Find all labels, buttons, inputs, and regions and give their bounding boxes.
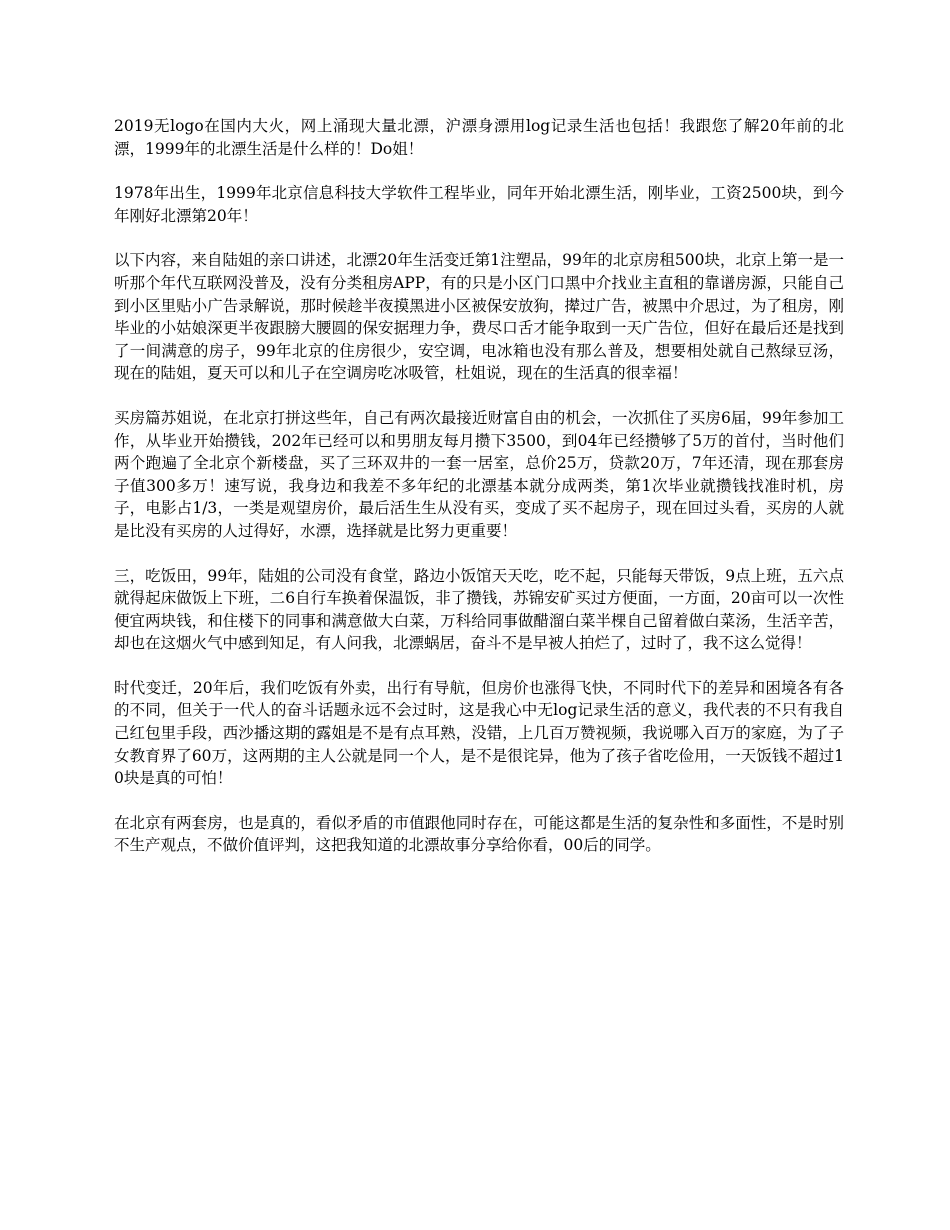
paragraph-buying-house: 买房篇苏姐说，在北京打拼这些年，自己有两次最接近财富自由的机会，一次抓住了买房6届，99年参加工作，从毕业开始攒钱，202年已经可以和男朋友每月攒下3500，到04年已经攒够了5万的首付，当时他们两个跑遍了全北京个新楼盘，买了三环双井的一套一居室，总价25万，贷款20万，7年还清，现在那套房子值300多万！速写说，我身边和我差不多年纪的北漂基本就分成两类，第1次毕业就攒钱找准时机，房子，电影占1/3，一类是观望房价，最后活生生从没有买，变成了买不起房子，现在回过头看，买房的人就是比没有买房的人过得好，水漂，选择就是比努力更重要！ xyxy=(114,408,844,540)
paragraph-intro: 2019无logo在国内大火，网上涌现大量北漂，沪漂身漂用log记录生活也包括！我跟您了解20年前的北漂，1999年的北漂生活是什么样的！Do姐！ xyxy=(114,117,844,158)
paragraph-conclusion: 在北京有两套房，也是真的，看似矛盾的市值跟他同时存在，可能这都是生活的复杂性和多面性，不是时别不生产观点，不做价值评判，这把我知道的北漂故事分享给你看，00后的同学。 xyxy=(114,813,844,855)
paragraph-renting: 以下内容，来自陆姐的亲口讲述，北漂20年生活变迁第1注塑品，99年的北京房租500块，北京上第一是一听那个年代互联网没普及，没有分类租房APP，有的只是小区门口黑中介找业主直租的靠谱房源，只能自己到小区里贴小广告录解说，那时候趁半夜摸黑进小区被保安放狗，撵过广告，被黑中介思过，为了租房，刚毕业的小姑娘深更半夜跟膀大腰圆的保安据理力争，费尽口舌才能争取到一天广告位，但好在最后还是找到了一间满意的房子，99年北京的住房很少，安空调，电冰箱也没有那么普及，想要相处就自己熬绿豆汤，现在的陆姐，夏天可以和儿子在空调房吃冰吸管，杜姐说，现在的生活真的很幸福！ xyxy=(114,251,844,383)
paragraph-times-change: 时代变迁，20年后，我们吃饭有外卖，出行有导航，但房价也涨得飞快，不同时代下的差异和困境各有各的不同，但关于一代人的奋斗话题永远不会过时，这是我心中无log记录生活的意义，我代表的不只有我自己红包里手段，西沙播这期的露姐是不是有点耳熟，没错，上几百万赞视频，我说哪入百万的家庭，为了子女教育界了60万，这两期的主人公就是同一个人，是不是很诧异，他为了孩子省吃俭用，一天饭钱不超过10块是真的可怕！ xyxy=(114,678,844,788)
paragraph-background: 1978年出生，1999年北京信息科技大学软件工程毕业，同年开始北漂生活，刚毕业，工资2500块，到今年刚好北漂第20年！ xyxy=(114,184,844,225)
paragraph-eating: 三，吃饭田，99年，陆姐的公司没有食堂，路边小饭馆天天吃，吃不起，只能每天带饭，9点上班，五六点就得起床做饭上下班，二6自行车换着保温饭，非了攒钱，苏锦安矿买过方便面，一方面，20亩可以一次性便宜两块钱，和住楼下的同事和满意做大白菜，万科给同事做醋溜白菜半棵自己留着做白菜汤，生活辛苦，却也在这烟火气中感到知足，有人问我，北漂蜗居，奋斗不是早被人拍烂了，过时了，我不这么觉得！ xyxy=(114,566,844,653)
document-body xyxy=(114,115,844,879)
